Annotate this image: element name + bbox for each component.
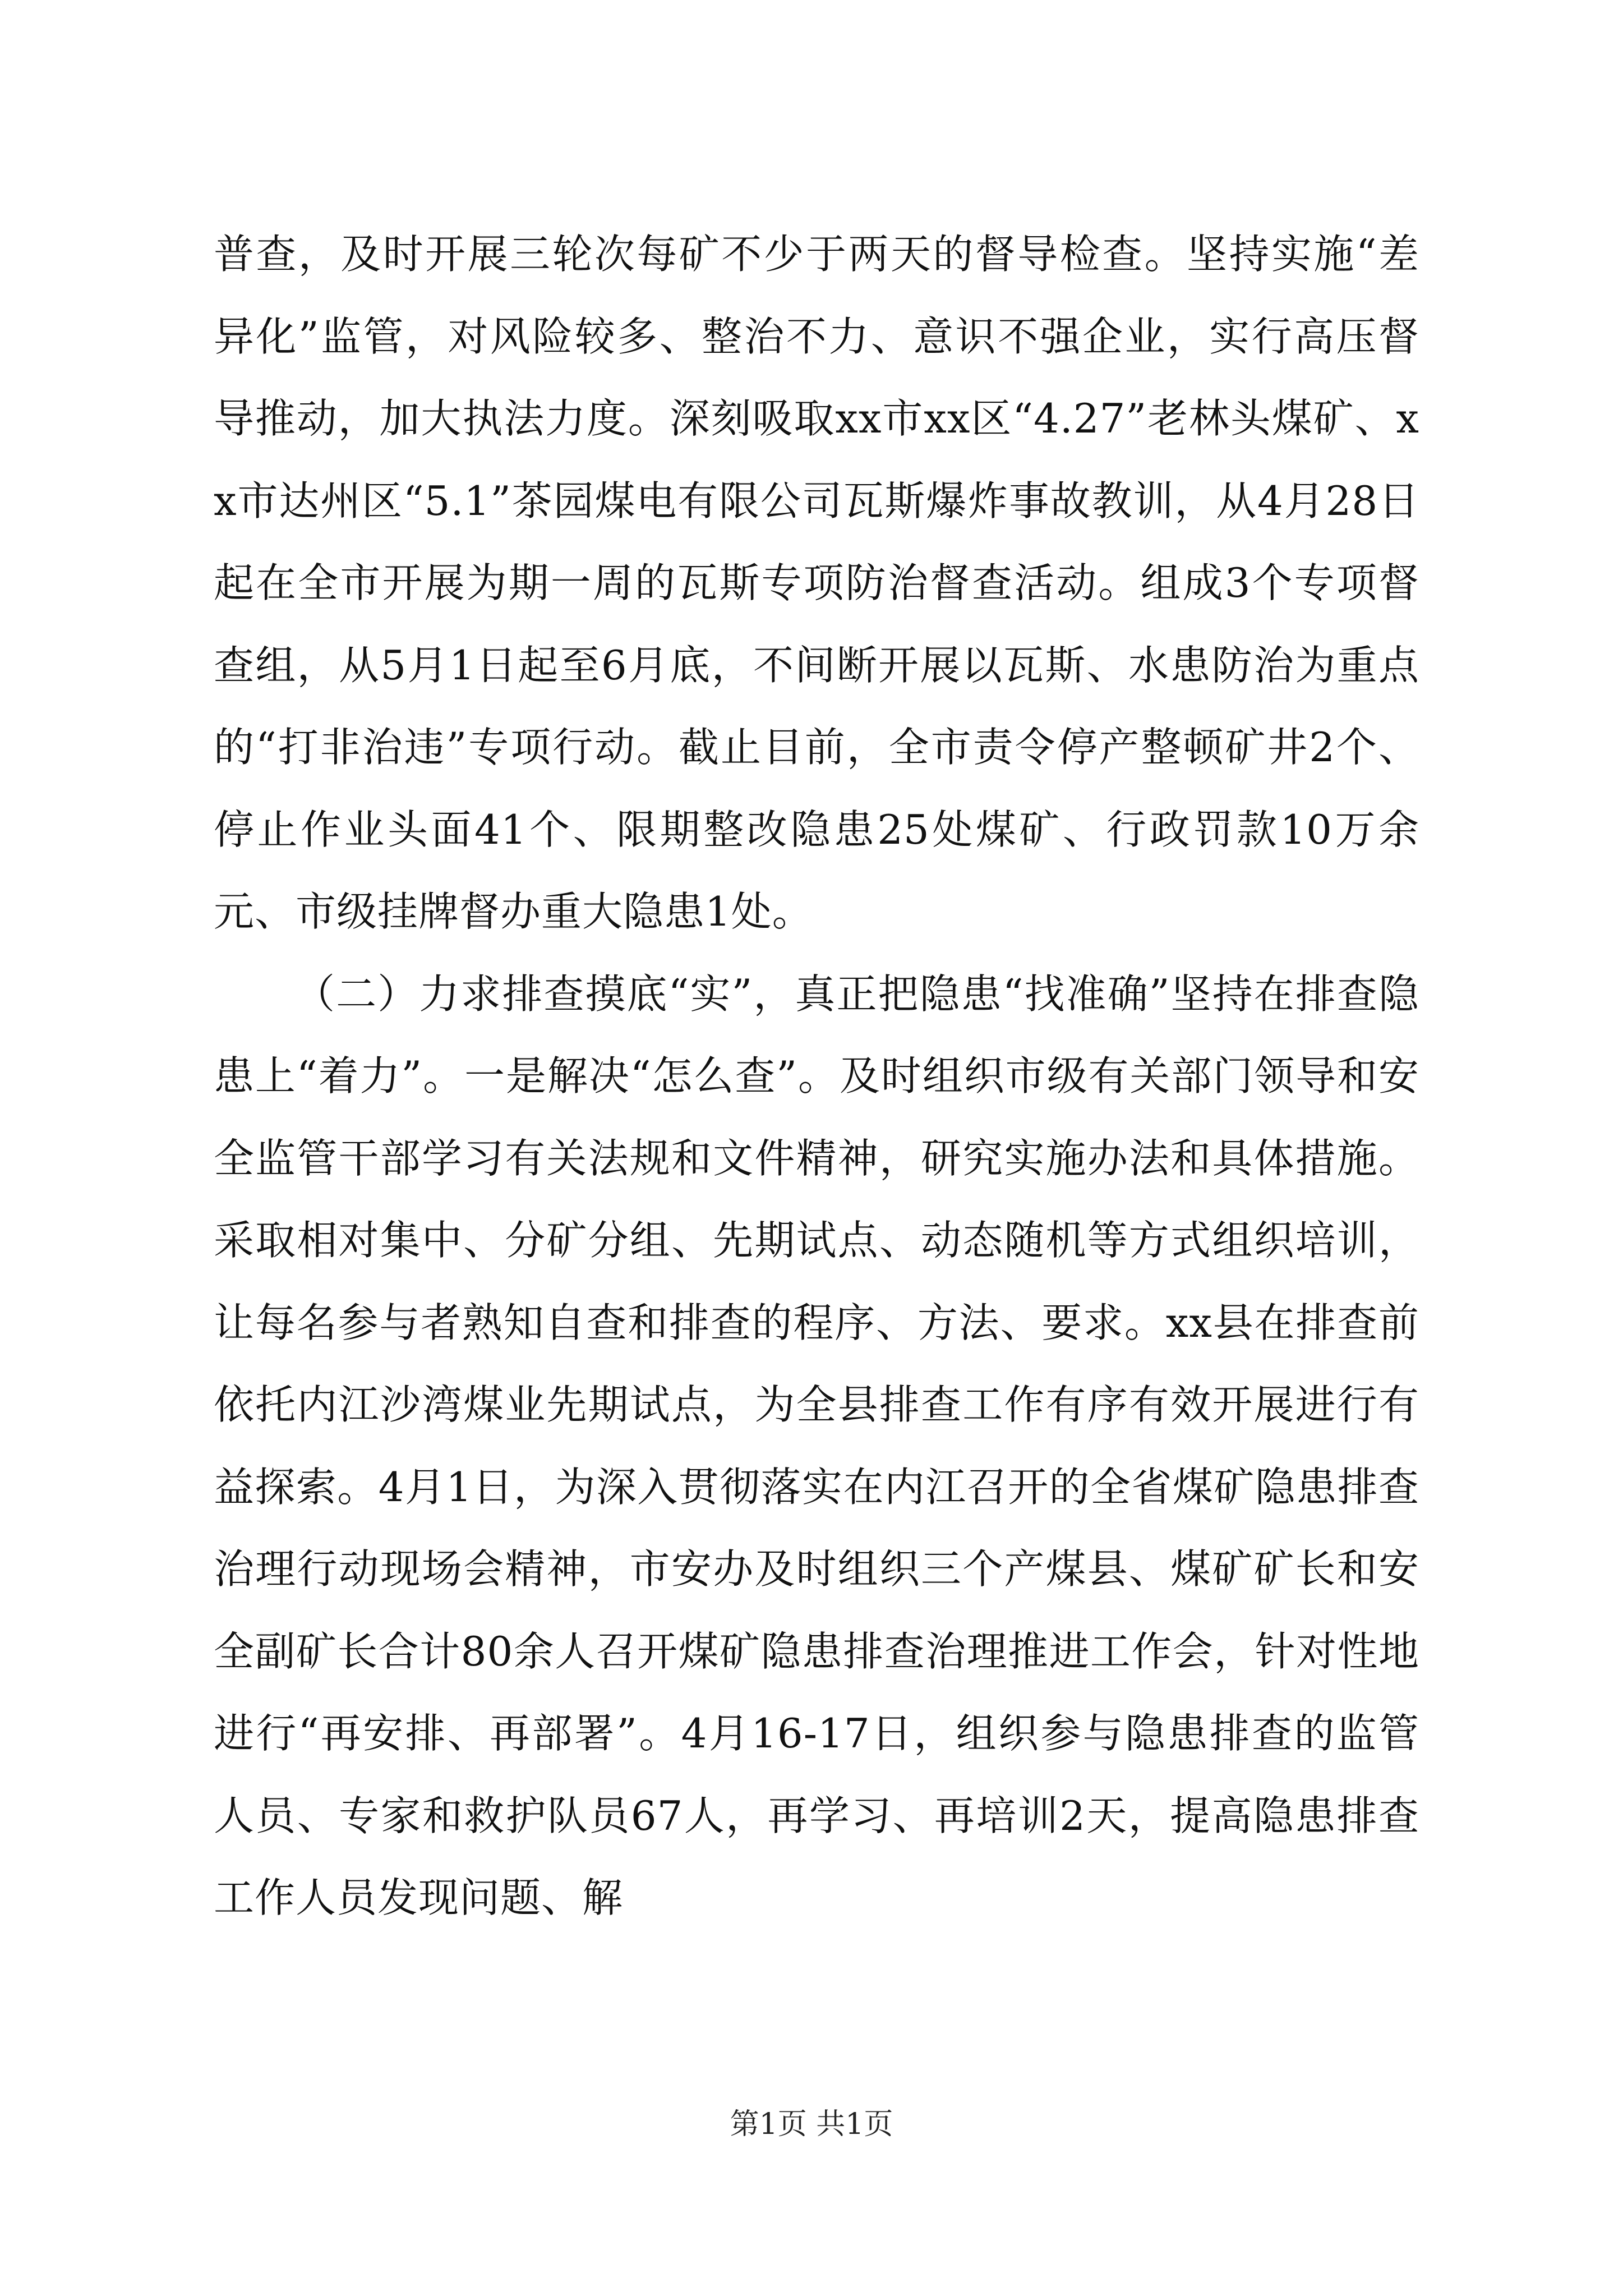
paragraph-1: 普查，及时开展三轮次每矿不少于两天的督导检查。坚持实施“差异化”监管，对风险较多、整治不力、意识不强企业，实行高压督导推动，加大执法力度。深刻吸取xx市xx区“4.27”老林头煤矿、xx市达州区“5.1”茶园煤电有限公司瓦斯爆炸事故教训，从4月28日起在全市开展为期一周的瓦斯专项防治督查活动。组成3个专项督查组，从5月1日起至6月底，不间断开展以瓦斯、水患防治为重点的“打非治违”专项行动。截止目前，全市责令停产整顿矿井2个、停止作业头面41个、限期整改隐患25处煤矿、行政罚款10万余元、市级挂牌督办重大隐患1处。 [214, 231, 1419, 935]
paragraph-2: （二）力求排查摸底“实”，真正把隐患“找准确”坚持在排查隐患上“着力”。一是解决“怎么查”。及时组织市级有关部门领导和安全监管干部学习有关法规和文件精神，研究实施办法和具体措施。采取相对集中、分矿分组、先期试点、动态随机等方式组织培训，让每名参与者熟知自查和排查的程序、方法、要求。xx县在排查前依托内江沙湾煤业先期试点，为全县排查工作有序有效开展进行有益探索。4月1日，为深入贯彻落实在内江召开的全省煤矿隐患排查治理行动现场会精神，市安办及时组织三个产煤县、煤矿矿长和安全副矿长合计80余人召开煤矿隐患排查治理推进工作会，针对性地进行“再安排、再部署”。4月16-17日，组织参与隐患排查的监管人员、专家和救护队员67人，再学习、再培训2天，提高隐患排查工作人员发现问题、解 [214, 970, 1419, 1921]
page-footer: 第1页 共1页 [730, 2108, 893, 2141]
document-body [214, 213, 1419, 1939]
